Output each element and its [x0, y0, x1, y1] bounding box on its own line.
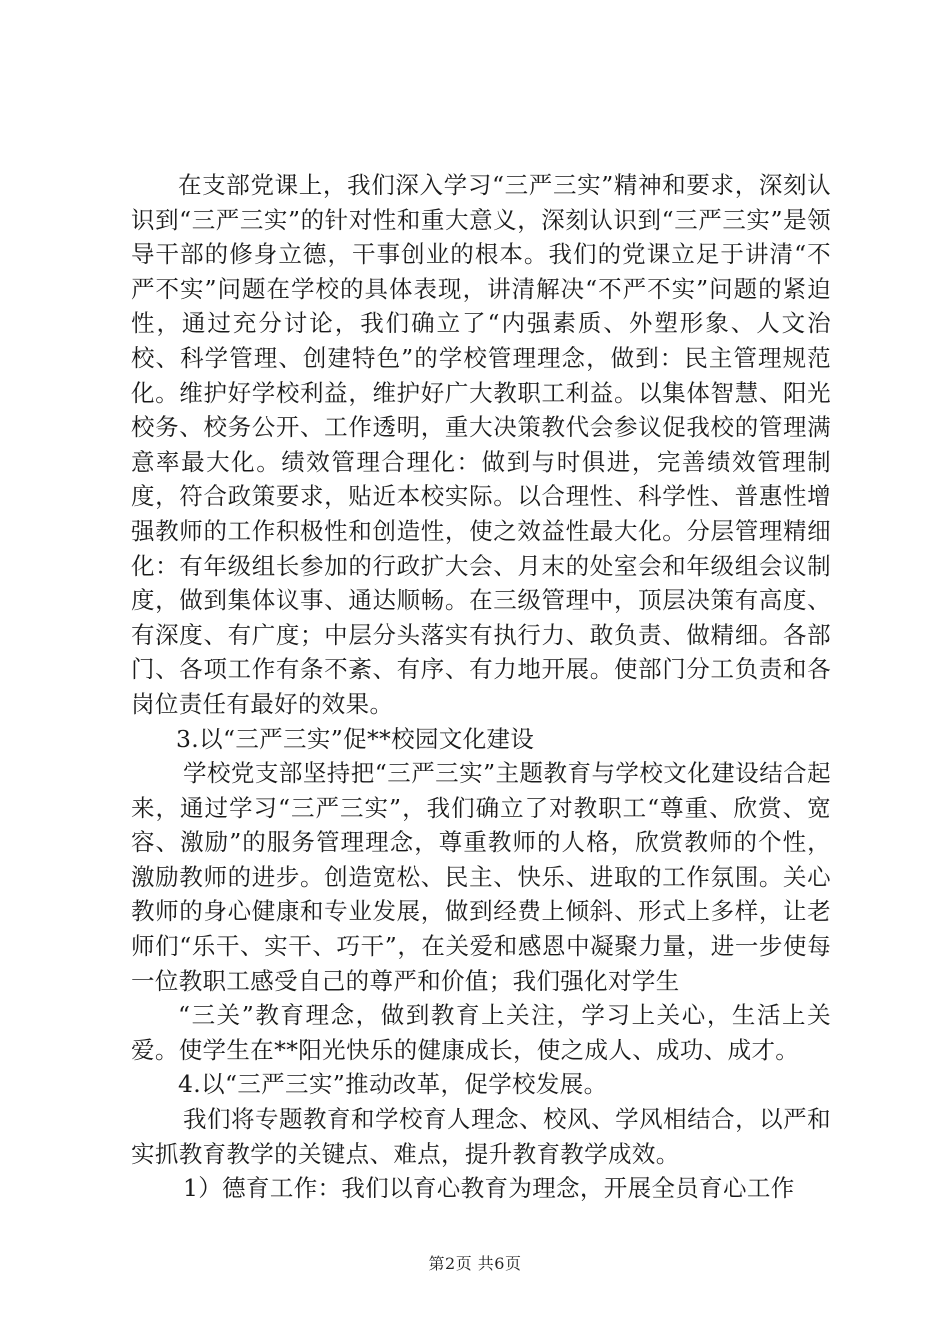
- paragraph-party-lesson: 在支部党课上，我们深入学习“三严三实”精神和要求，深刻认识到“三严三实”的针对性和重大意义，深刻认识到“三严三实”是领导干部的修身立德，干事创业的根本。我们的党课立足于讲清“不严不实”问题在学校的具体表现，讲清解决“不严不实”问题的紧迫性，通过充分讨论，我们确立了“内强素质、外塑形象、人文治校、科学管理、创建特色”的学校管理理念，做到：民主管理规范化。维护好学校利益，维护好广大教职工利益。以集体智慧、阳光校务、校务公开、工作透明，重大决策教代会参议促我校的管理满意率最大化。绩效管理合理化：做到与时俱进，完善绩效管理制度，符合政策要求，贴近本校实际。以合理性、科学性、普惠性增强教师的工作积极性和创造性，使之效益性最大化。分层管理精细化：有年级组长参加的行政扩大会、月末的处室会和年级组会议制度，做到集体议事、通达顺畅。在三级管理中，顶层决策有高度、有深度、有广度；中层分头落实有执行力、敢负责、做精细。各部门、各项工作有条不紊、有序、有力地开展。使部门分工负责和各岗位责任有最好的效果。: [131, 171, 831, 718]
- page-footer: 第2页 共6页: [428, 1254, 522, 1273]
- paragraph-three-concerns: “三关”教育理念，做到教育上关注，学习上关心，生活上关爱。使学生在**阳光快乐的健康成长，使之成人、成功、成才。: [131, 1001, 831, 1064]
- document-body: [131, 168, 831, 1206]
- section-heading-3: 3.以“三严三实”促**校园文化建设: [176, 724, 535, 753]
- paragraph-campus-culture: 学校党支部坚持把“三严三实”主题教育与学校文化建设结合起来，通过学习“三严三实”，我们确立了对教职工“尊重、欣赏、宽容、激励”的服务管理理念，尊重教师的人格，欣赏教师的个性，激励教师的进步。创造宽松、民主、快乐、进取的工作氛围。关心教师的身心健康和专业发展，做到经费上倾斜、形式上多样，让老师们“乐干、实干、巧干”，在关爱和感恩中凝聚力量，进一步使每一位教职工感受自己的尊严和价值；我们强化对学生: [131, 759, 831, 995]
- paragraph-reform: 我们将专题教育和学校育人理念、校风、学风相结合，以严和实抓教育教学的关键点、难点，提升教育教学成效。: [131, 1105, 831, 1168]
- paragraph-moral-education: 1）德育工作：我们以育心教育为理念，开展全员育心工作: [183, 1174, 795, 1203]
- section-heading-4: 4.以“三严三实”推动改革，促学校发展。: [178, 1070, 608, 1099]
